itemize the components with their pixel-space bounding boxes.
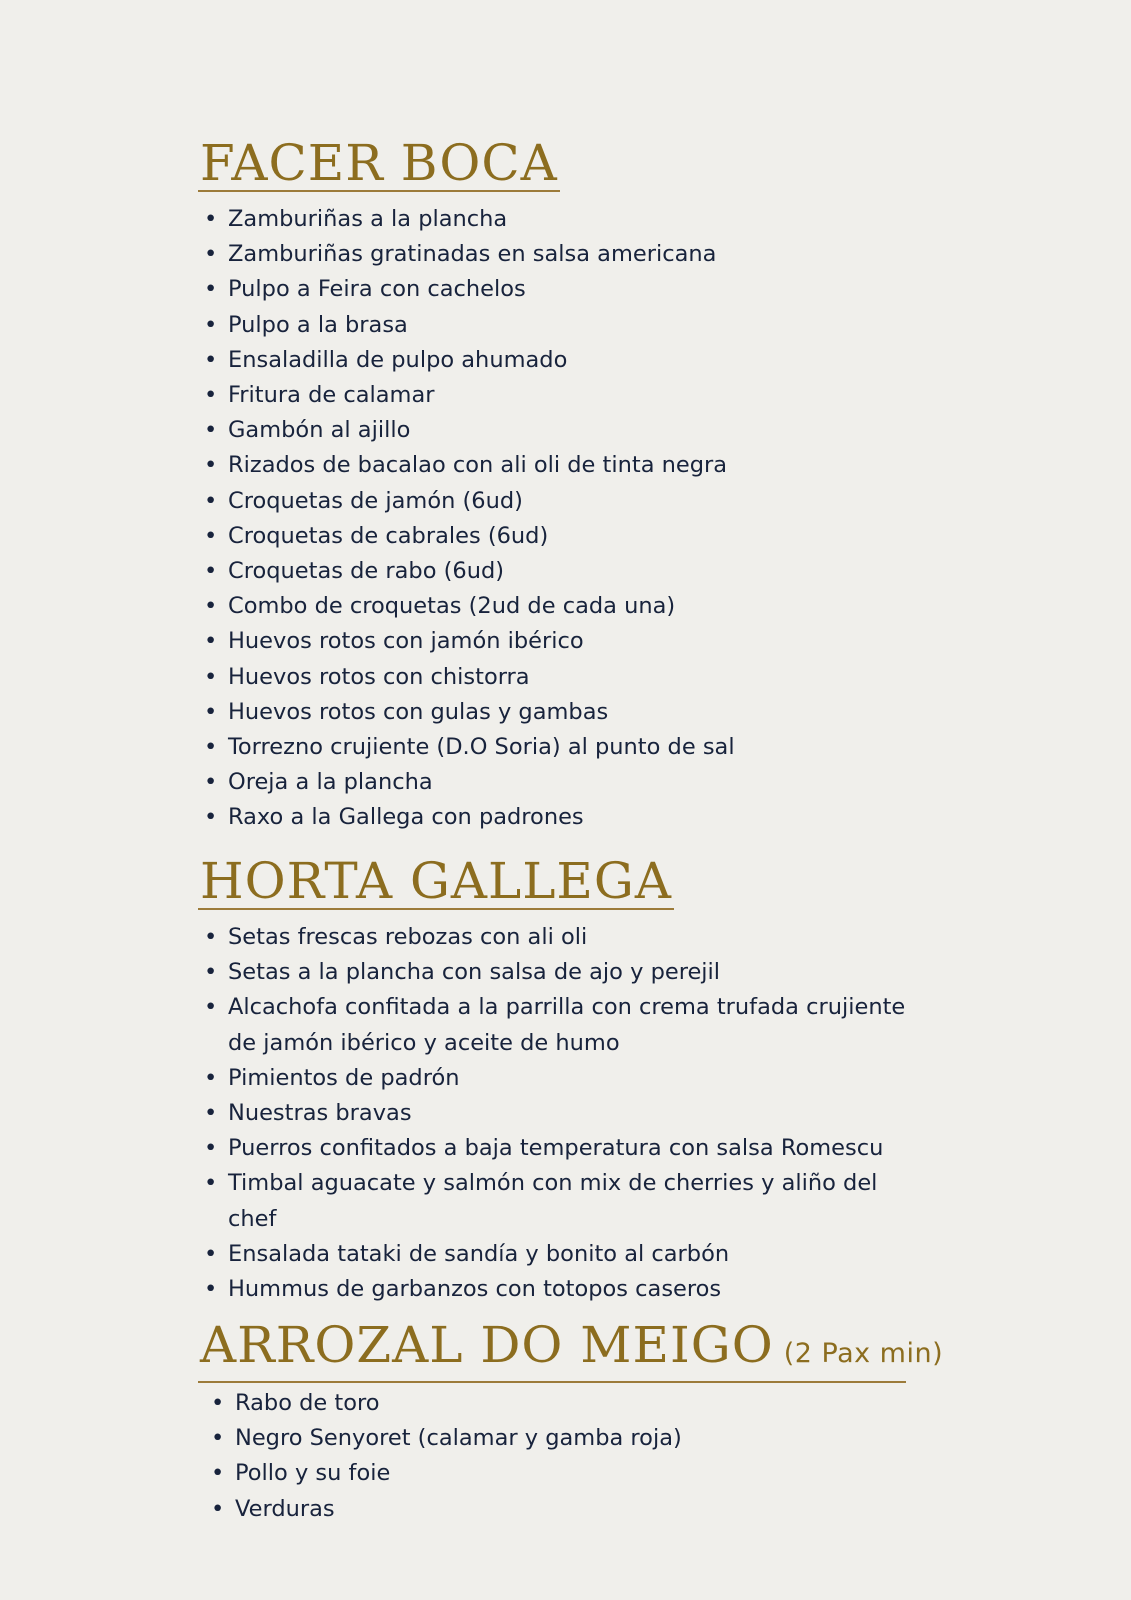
menu-item: • Negro Senyoret (calamar y gamba roja) [209,1421,929,1456]
section-title-horta-gallega [198,854,674,910]
menu-item: • Zamburiñas gratinadas en salsa americana [202,237,922,272]
menu-item: • Pollo y su foie [209,1456,929,1491]
menu-item: • Combo de croquetas (2ud de cada una) [202,589,922,624]
menu-item: • Alcachofa confitada a la parrilla con crema trufada crujiente de jamón ibérico y aceite de humo [202,990,922,1060]
menu-item: • Puerros confitados a baja temperatura con salsa Romescu [202,1131,922,1166]
menu-item: • Fritura de calamar [202,378,922,413]
menu-item: • Huevos rotos con jamón ibérico [202,624,922,659]
menu-item: • Ensalada tataki de sandía y bonito al carbón [202,1237,922,1272]
section-title-text: FACER BOCA [200,134,558,192]
menu-item: • Gambón al ajillo [202,413,922,448]
menu-item: • Setas frescas rebozas con ali oli [202,920,922,955]
menu-item: • Pulpo a la brasa [202,308,922,343]
menu-item: • Rizados de bacalao con ali oli de tinta negra [202,448,922,483]
menu-item: • Timbal aguacate y salmón con mix de cherries y aliño del chef [202,1166,922,1236]
section-title-facer-boca [198,136,560,192]
menu-item: • Nuestras bravas [202,1096,922,1131]
menu-item: • Zamburiñas a la plancha [202,202,922,237]
menu-item: • Ensaladilla de pulpo ahumado [202,343,922,378]
menu-item: • Raxo a la Gallega con padrones [202,800,922,835]
menu-item: • Setas a la plancha con salsa de ajo y perejil [202,955,922,990]
menu-list-horta-gallega [202,920,922,1307]
menu-item: • Oreja a la plancha [202,765,922,800]
menu-item: • Rabo de toro [209,1386,929,1421]
menu-item: • Croquetas de jamón (6ud) [202,484,922,519]
menu-item: • Hummus de garbanzos con totopos caseros [202,1272,922,1307]
section-title-arrozal-do-meigo [198,1316,944,1383]
menu-item: • Croquetas de rabo (6ud) [202,554,922,589]
menu-list-facer-boca [202,202,922,836]
menu-item: • Croquetas de cabrales (6ud) [202,519,922,554]
menu-item: • Huevos rotos con chistorra [202,660,922,695]
menu-item: • Torrezno crujiente (D.O Soria) al punto de sal [202,730,922,765]
menu-list-arrozal-do-meigo [209,1386,929,1527]
section-title-text: HORTA GALLEGA [200,852,672,910]
menu-item: • Huevos rotos con gulas y gambas [202,695,922,730]
menu-item: • Verduras [209,1492,929,1527]
section-title-text: ARROZAL DO MEIGO [200,1316,774,1374]
menu-item: • Pulpo a Feira con cachelos [202,272,922,307]
menu-item: • Pimientos de padrón [202,1061,922,1096]
section-note: (2 Pax min) [783,1338,944,1369]
